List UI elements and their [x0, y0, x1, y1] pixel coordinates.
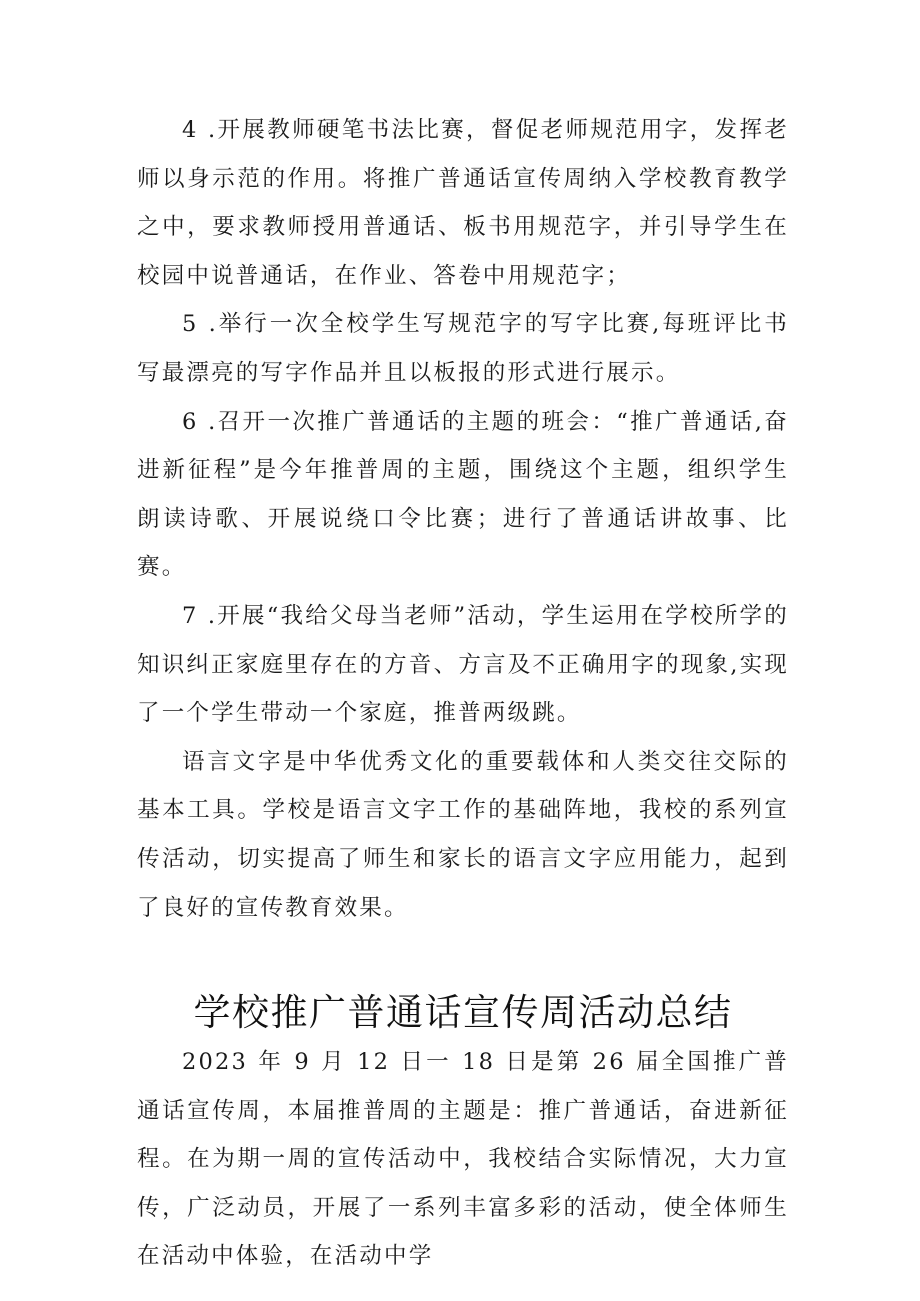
- document-page: [137, 106, 789, 1281]
- paragraph-item-6: 6 .召开一次推广普通话的主题的班会：“推广普通话,奋进新征程”是今年推普周的主题，围绕这个主题，组织学生朗读诗歌、开展说绕口令比赛；进行了普通话讲故事、比赛。: [137, 408, 789, 581]
- section-title: 学校推广普通话宣传周活动总结: [193, 991, 733, 1035]
- paragraph-item-7: 7 .开展“我给父母当老师”活动，学生运用在学校所学的知识纠正家庭里存在的方音、方言及不正确用字的现象,实现了一个学生带动一个家庭，推普两级跳。: [137, 602, 789, 727]
- paragraph-conclusion: 语言文字是中华优秀文化的重要载体和人类交往交际的基本工具。学校是语言文字工作的基础阵地，我校的系列宣传活动，切实提高了师生和家长的语言文字应用能力，起到了良好的宣传教育效果。: [137, 748, 789, 921]
- paragraph-intro: 2023 年 9 月 12 日一 18 日是第 26 届全国推广普通话宣传周，本届推普周的主题是：推广普通话，奋进新征程。在为期一周的宣传活动中，我校结合实际情况，大力宣传，广泛动员，开展了一系列丰富多彩的活动，使全体师生在活动中体验，在活动中学: [137, 1049, 789, 1270]
- paragraph-item-5: 5 .举行一次全校学生写规范字的写字比赛,每班评比书写最漂亮的写字作品并且以板报的形式进行展示。: [137, 311, 789, 386]
- paragraph-item-4: 4 .开展教师硬笔书法比赛，督促老师规范用字，发挥老师以身示范的作用。将推广普通话宣传周纳入学校教育教学之中，要求教师授用普通话、板书用规范字，并引导学生在校园中说普通话，在作业、答卷中用规范字；: [137, 117, 789, 289]
